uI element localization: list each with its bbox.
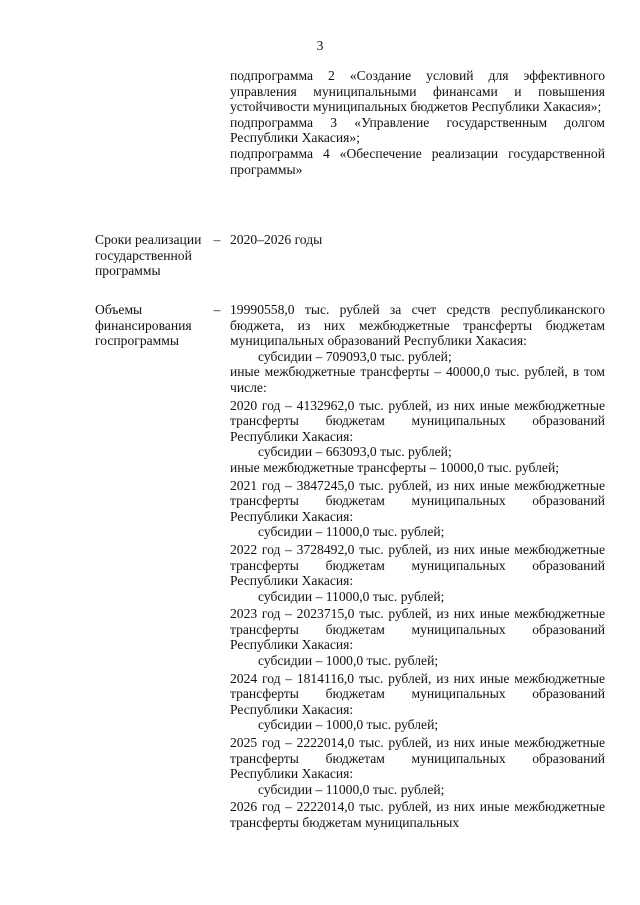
terms-label: Сроки реализации государственной программы <box>95 232 202 279</box>
funding-dash: – <box>213 302 221 317</box>
year-2021: 2021 год – 3847245,0 тыс. рублей, из них иные межбюджетные трансферты бюджетам муниципальных образований Республики Хакасия: <box>230 477 605 524</box>
subprogram-4: подпрограмма 4 «Обеспечение реализации государственной программы» <box>230 145 605 177</box>
year-2021-subsidies: субсидии – 11000,0 тыс. рублей; <box>258 524 445 540</box>
funding-other-total: иные межбюджетные трансферты – 40000,0 тыс. рублей, в том числе: <box>230 364 605 395</box>
funding-label: Объемы финансирования госпрограммы <box>95 302 192 349</box>
year-2020-subsidies: субсидии – 663093,0 тыс. рублей; <box>258 444 452 460</box>
year-2022-subsidies: субсидии – 11000,0 тыс. рублей; <box>258 588 445 604</box>
subprogram-3: подпрограмма 3 «Управление государственным долгом Республики Хакасия»; <box>230 114 605 146</box>
terms-dash: – <box>213 232 221 247</box>
year-2025-subsidies: субсидии – 11000,0 тыс. рублей; <box>258 781 445 797</box>
funding-subsidies-total: субсидии – 709093,0 тыс. рублей; <box>258 348 452 364</box>
subprogram-2: подпрограмма 2 «Создание условий для эффективного управления муниципальными финансами и повышения устойчивости муниципальных бюджетов Республики Хакасия»; <box>230 68 605 115</box>
funding-intro: 19990558,0 тыс. рублей за счет средств республиканского бюджета, из них межбюджетные трансферты бюджетам муниципальных образований Республики Хакасия: <box>230 302 605 349</box>
page-number: 3 <box>316 38 324 53</box>
year-2025: 2025 год – 2222014,0 тыс. рублей, из них иные межбюджетные трансферты бюджетам муниципальных образований Республики Хакасия: <box>230 735 605 782</box>
year-2022: 2022 год – 3728492,0 тыс. рублей, из них иные межбюджетные трансферты бюджетам муниципальных образований Республики Хакасия: <box>230 541 605 589</box>
year-2023-subsidies: субсидии – 1000,0 тыс. рублей; <box>258 653 439 669</box>
terms-value: 2020–2026 годы <box>230 232 323 247</box>
funding-details <box>230 302 605 831</box>
year-2020: 2020 год – 4132962,0 тыс. рублей, из них иные межбюджетные трансферты бюджетам муниципальных образований Республики Хакасия: <box>230 397 605 444</box>
year-2020-other: иные межбюджетные трансферты – 10000,0 тыс. рублей; <box>230 459 559 475</box>
year-2023: 2023 год – 2023715,0 тыс. рублей, из них иные межбюджетные трансферты бюджетам муниципальных образований Республики Хакасия: <box>230 606 605 653</box>
year-2026: 2026 год – 2222014,0 тыс. рублей, из них иные межбюджетные трансферты бюджетам муниципальных <box>230 799 605 830</box>
subprograms-list <box>230 68 605 177</box>
year-2024-subsidies: субсидии – 1000,0 тыс. рублей; <box>258 717 439 733</box>
year-2024: 2024 год – 1814116,0 тыс. рублей, из них иные межбюджетные трансферты бюджетам муниципальных образований Республики Хакасия: <box>230 670 605 717</box>
